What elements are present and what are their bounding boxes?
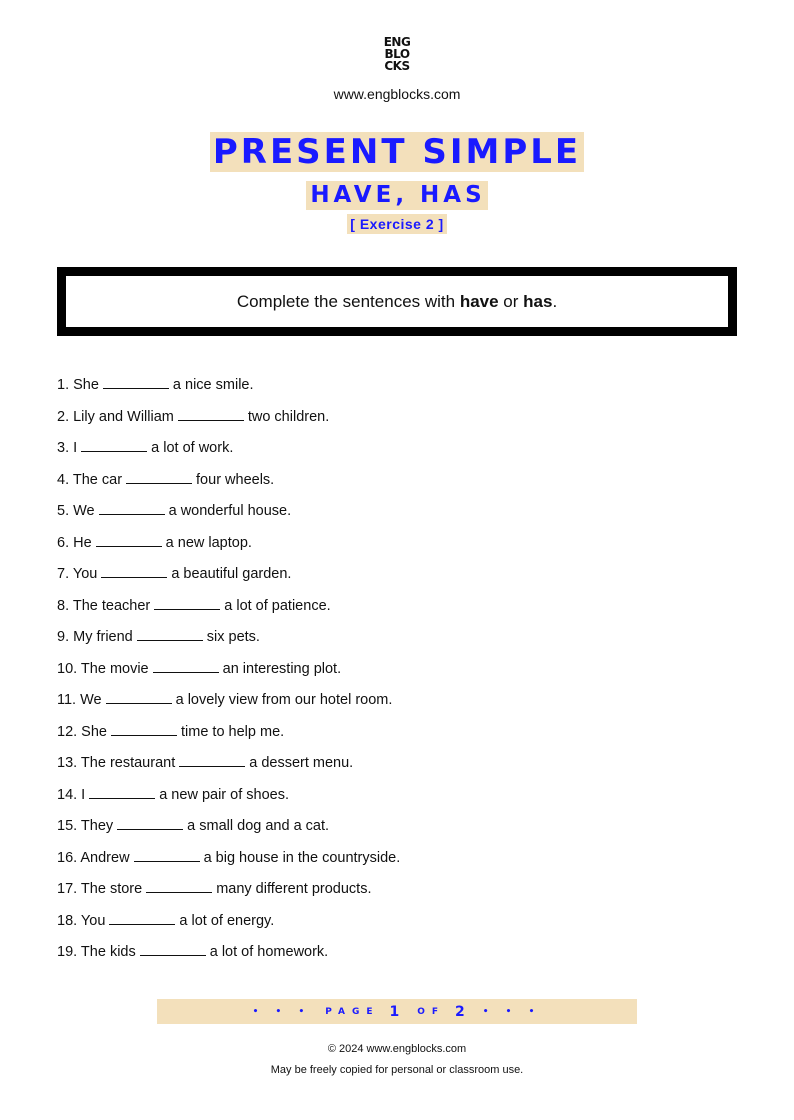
sentence-start: 14. I [57, 786, 86, 803]
sentence-item [57, 624, 400, 656]
logo-line-2: BLO [384, 47, 410, 61]
sentence-item [57, 908, 400, 940]
sentence-end: time to help me. [181, 723, 285, 740]
sentence-item [57, 561, 400, 593]
sentence-end: six pets. [206, 629, 260, 645]
answer-blank [96, 530, 162, 547]
page-dots-right: • • • [482, 1006, 542, 1017]
sentence-start: 6. He [57, 534, 92, 551]
answer-blank [126, 467, 192, 484]
page-of-word: OF [417, 1006, 446, 1017]
answer-blank [134, 845, 200, 862]
sentence-end: a lovely view from our hotel room. [175, 692, 393, 708]
sentence-start: 12. She [57, 723, 107, 740]
sentence-start: 7. You [57, 566, 98, 582]
sentence-item [57, 498, 400, 530]
sentence-item [57, 467, 400, 499]
exercise-block [0, 214, 794, 234]
page-title: PRESENT SIMPLE [210, 132, 584, 172]
instruction-word-have: have [459, 291, 499, 311]
sentence-start: 11. We [57, 692, 102, 708]
logo-mark [384, 36, 411, 72]
answer-blank [106, 687, 172, 704]
sentence-item [57, 845, 400, 877]
sentence-start: 1. She [57, 377, 99, 393]
footer-copyright: © 2024 www.engblocks.com [327, 1043, 467, 1055]
sentence-item [57, 876, 400, 908]
sentence-end: a lot of work. [151, 440, 234, 456]
page-word: PAGE [325, 1006, 380, 1017]
answer-blank [81, 435, 147, 452]
sentence-item [57, 435, 400, 467]
sentence-item [57, 719, 400, 751]
sentence-end: a lot of energy. [179, 912, 275, 929]
page-current: 1 [389, 1003, 400, 1020]
sentence-item [57, 939, 400, 971]
page-indicator [157, 999, 637, 1024]
sentence-start: 9. My friend [57, 629, 133, 645]
answer-blank [179, 750, 245, 767]
instruction-or: or [498, 291, 524, 311]
sentence-start: 16. Andrew [57, 849, 130, 866]
sentence-item [57, 656, 400, 688]
sentence-start: 8. The teacher [57, 597, 151, 614]
sentence-end: an interesting plot. [222, 660, 342, 677]
page-subtitle: HAVE, HAS [306, 181, 487, 210]
instruction-word-has: has [523, 291, 553, 311]
sentence-end: a lot of patience. [224, 597, 331, 614]
logo-line-1: ENG [383, 35, 411, 49]
sentence-end: many different products. [216, 881, 372, 897]
answer-blank [99, 498, 165, 515]
answer-blank [140, 939, 206, 956]
sentence-end: a new pair of shoes. [159, 786, 289, 803]
sentence-end: two children. [247, 408, 330, 425]
sentence-start: 10. The movie [57, 660, 149, 677]
exercise-label: [ Exercise 2 ] [347, 214, 446, 234]
sentence-start: 13. The restaurant [57, 755, 176, 771]
sentence-end: a beautiful garden. [171, 566, 292, 582]
answer-blank [109, 908, 175, 925]
sentence-end: a wonderful house. [168, 503, 292, 519]
sentence-start: 2. Lily and William [57, 408, 174, 425]
answer-blank [101, 561, 167, 578]
logo-line-3: CKS [384, 59, 410, 73]
sentence-end: a small dog and a cat. [187, 818, 330, 834]
sentence-start: 5. We [57, 503, 95, 519]
sentence-item [57, 687, 400, 719]
page-dots-left: • • • [252, 1006, 312, 1017]
answer-blank [137, 624, 203, 641]
sentence-end: four wheels. [196, 471, 275, 488]
answer-blank [103, 372, 169, 389]
answer-blank [89, 782, 155, 799]
subtitle-block [0, 181, 794, 210]
sentence-end: a nice smile. [172, 377, 254, 393]
title-block [0, 132, 794, 172]
sentence-item [57, 593, 400, 625]
answer-blank [178, 404, 244, 421]
answer-blank [146, 876, 212, 893]
sentence-item [57, 782, 400, 814]
instruction-box [57, 267, 737, 336]
sentence-end: a big house in the countryside. [203, 849, 401, 866]
footer-note: May be freely copied for personal or classroom use. [270, 1064, 524, 1076]
instruction-end: . [552, 291, 558, 311]
instruction-text [237, 292, 557, 312]
sentence-end: a lot of homework. [209, 944, 329, 960]
sentence-item [57, 750, 400, 782]
sentence-item [57, 404, 400, 436]
sentence-list [57, 372, 400, 971]
answer-blank [111, 719, 177, 736]
instruction-lead: Complete the sentences with [236, 291, 460, 311]
site-url: www.engblocks.com [333, 86, 461, 102]
sentence-start: 4. The car [57, 471, 123, 488]
sentence-start: 18. You [57, 912, 106, 929]
page-total: 2 [455, 1003, 465, 1020]
sentence-item [57, 813, 400, 845]
brand-logo [0, 36, 794, 75]
sentence-end: a dessert menu. [249, 755, 354, 771]
sentence-start: 3. I [57, 440, 78, 456]
sentence-start: 17. The store [57, 881, 143, 897]
answer-blank [153, 656, 219, 673]
sentence-item [57, 372, 400, 404]
answer-blank [154, 593, 220, 610]
answer-blank [117, 813, 183, 830]
sentence-start: 19. The kids [57, 944, 136, 960]
sentence-start: 15. They [57, 818, 114, 834]
sentence-item [57, 530, 400, 562]
sentence-end: a new laptop. [165, 534, 252, 551]
